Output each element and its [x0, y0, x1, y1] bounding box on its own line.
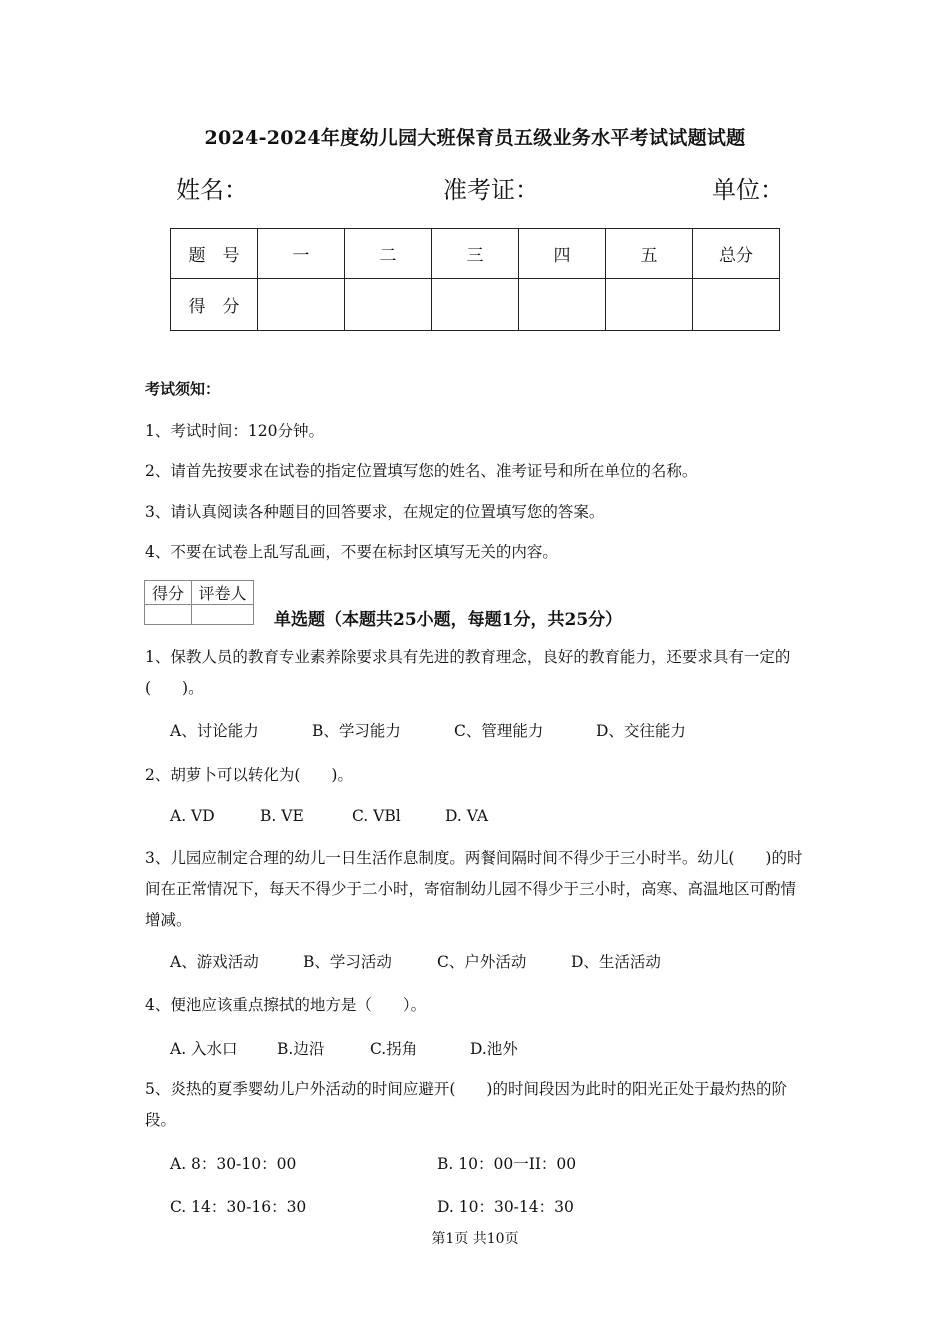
question-5-option-a[interactable]: A. 8：30-10：00 [170, 1155, 297, 1173]
question-2-option-c[interactable]: C. VBl [352, 807, 401, 825]
question-3-option-d[interactable]: D、生活活动 [571, 953, 661, 971]
question-4-option-c[interactable]: C.拐角 [370, 1040, 418, 1058]
score-cell-1[interactable] [258, 279, 345, 331]
question-1-option-d[interactable]: D、交往能力 [596, 722, 686, 740]
question-4-option-a[interactable]: A. 入水口 [170, 1040, 238, 1058]
unit-field-label: 单位： [712, 176, 784, 204]
score-header-3: 三 [432, 229, 519, 279]
score-header-1: 一 [258, 229, 345, 279]
grader-score-cell[interactable] [145, 605, 192, 625]
score-cell-4[interactable] [519, 279, 606, 331]
notice-item: 2、请首先按要求在试卷的指定位置填写您的姓名、准考证号和所在单位的名称。 [145, 462, 698, 480]
question-2-stem: 2、胡萝卜可以转化为( )。 [145, 766, 353, 784]
score-cell-2[interactable] [345, 279, 432, 331]
question-5-option-b[interactable]: B. 10：00一II：00 [437, 1155, 577, 1173]
exam-title: 2024-2024年度幼儿园大班保育员五级业务水平考试试题试题 [204, 127, 746, 149]
question-4-stem: 4、便池应该重点擦拭的地方是（ ）。 [145, 996, 427, 1014]
notice-item: 4、不要在试卷上乱写乱画，不要在标封区填写无关的内容。 [145, 543, 558, 561]
question-1-option-c[interactable]: C、管理能力 [454, 722, 544, 740]
question-1-option-b[interactable]: B、学习能力 [312, 722, 401, 740]
question-5-option-d[interactable]: D. 10：30-14：30 [437, 1198, 574, 1216]
score-header-label: 题 号 [171, 229, 258, 279]
score-header-total: 总分 [693, 229, 780, 279]
candidate-fields [0, 170, 950, 204]
question-3-stem: 3、儿园应制定合理的幼儿一日生活作息制度。两餐间隔时间不得少于三小时半。幼儿( )的时间在正常情况下，每天不得少于二小时，寄宿制幼儿园不得少于三小时，高寒、高温地区可酌情增减。 [145, 849, 803, 929]
grader-score-label: 得分 [145, 581, 192, 605]
score-cell-total[interactable] [693, 279, 780, 331]
score-table-score-row [171, 279, 780, 331]
score-cell-5[interactable] [606, 279, 693, 331]
question-3-option-b[interactable]: B、学习活动 [303, 953, 392, 971]
score-header-2: 二 [345, 229, 432, 279]
question-2-option-d[interactable]: D. VA [445, 807, 489, 825]
question-5-stem: 5、炎热的夏季婴幼儿户外活动的时间应避开( )的时间段因为此时的阳光正处于最灼热的阶段。 [145, 1080, 787, 1129]
grader-name-cell[interactable] [192, 605, 254, 625]
grader-name-label: 评卷人 [192, 581, 254, 605]
score-cell-3[interactable] [432, 279, 519, 331]
question-2-option-b[interactable]: B. VE [260, 807, 304, 825]
question-1-option-a[interactable]: A、讨论能力 [170, 722, 259, 740]
question-3-option-a[interactable]: A、游戏活动 [170, 953, 259, 971]
exam-id-field-label: 准考证： [443, 176, 539, 204]
question-5-option-c[interactable]: C. 14：30-16：30 [170, 1198, 307, 1216]
score-header-5: 五 [606, 229, 693, 279]
score-table-header-row [171, 229, 780, 279]
section-title: 单选题（本题共25小题，每题1分，共25分） [274, 610, 623, 630]
grader-box [144, 580, 254, 625]
notice-item: 3、请认真阅读各种题目的回答要求，在规定的位置填写您的答案。 [145, 503, 605, 521]
score-header-4: 四 [519, 229, 606, 279]
name-field-label: 姓名： [176, 176, 248, 204]
page-number: 第1页 共10页 [431, 1231, 519, 1247]
notice-item: 1、考试时间：120分钟。 [145, 422, 324, 440]
score-row-label: 得 分 [171, 279, 258, 331]
notice-heading: 考试须知： [145, 380, 221, 398]
question-4-option-d[interactable]: D.池外 [470, 1040, 518, 1058]
question-4-option-b[interactable]: B.边沿 [277, 1040, 325, 1058]
question-3-option-c[interactable]: C、户外活动 [437, 953, 527, 971]
question-2-option-a[interactable]: A. VD [170, 807, 215, 825]
score-table [170, 228, 780, 331]
question-1-stem: 1、保教人员的教育专业素养除要求具有先进的教育理念，良好的教育能力，还要求具有一定的( )。 [145, 648, 791, 697]
